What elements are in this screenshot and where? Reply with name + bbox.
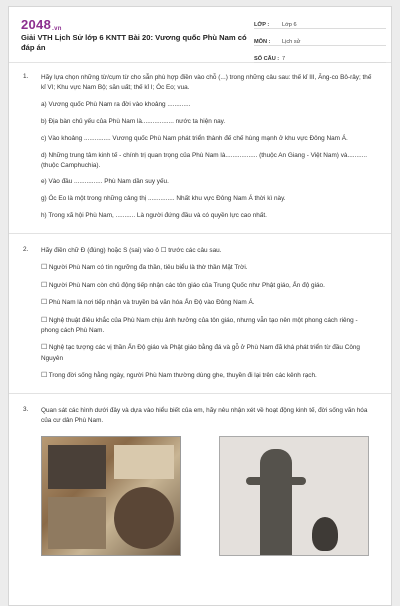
question-text: Hãy lựa chọn những từ/cụm từ cho sẵn phù hợp điền vào chỗ (...) trong những câu sau: thế kỉ III, Ăng-co Bô-rây; thế kỉ VI; Khu vực Nam Bộ; săn uất; thế kỉ I; Óc Eo; vua. — [41, 74, 372, 91]
question-1 — [9, 73, 392, 221]
checkbox[interactable]: ☐ — [41, 344, 48, 352]
checkbox[interactable]: ☐ — [41, 316, 48, 324]
statement-text: Người Phù Nam có tín ngưỡng đa thần, tiêu biểu là thờ thần Mặt Trời. — [48, 264, 248, 272]
true-false-item — [41, 263, 377, 274]
question-number: 2. — [23, 246, 29, 254]
meta-key: SỐ CÂU : — [254, 56, 280, 62]
document-content — [9, 73, 392, 556]
fill-item: g) Óc Eo là một trong những cảng thị ............... Nhất khu vực Đông Nam Á thời kì này. — [41, 195, 286, 203]
image-panel — [114, 487, 174, 549]
image-panel — [48, 497, 106, 549]
question-3 — [9, 406, 392, 556]
fill-item: a) Vương quốc Phù Nam ra đời vào khoảng ............. — [41, 100, 191, 108]
question-divider — [9, 393, 392, 394]
fill-item: c) Vào khoảng ............... Vương quốc Phù Nam phát triển thành đế chế hùng mạnh ở khu vực Đông Nam Á. — [41, 134, 348, 142]
statement-text: Phù Nam là nơi tiếp nhận và truyền bá văn hóa Ấn Độ vào Đông Nam Á. — [48, 299, 255, 307]
true-false-item — [41, 281, 377, 292]
question-divider — [9, 233, 392, 234]
fill-item: d) Những trung tâm kinh tế - chính trị quan trọng của Phù Nam là.................. (thuộc An Giang - Việt Nam) và........... (thuộc Camphuchia). — [41, 151, 367, 169]
checkbox[interactable]: ☐ — [41, 281, 48, 289]
true-false-item — [41, 343, 377, 363]
statue-figure — [260, 449, 292, 556]
logo-text: 2048 — [21, 17, 52, 32]
checkbox[interactable]: ☐ — [41, 264, 48, 272]
question-number: 3. — [23, 406, 29, 414]
meta-key: LỚP : — [254, 22, 270, 28]
true-false-item — [41, 298, 377, 309]
question-text: Quan sát các hình dưới đây và dựa vào hiểu biết của em, hãy nêu nhận xét về hoạt động kinh tế, đời sống văn hóa của cư dân Phù Nam. — [41, 407, 368, 425]
question-number: 1. — [23, 73, 29, 80]
meta-value: 7 — [282, 56, 286, 62]
statement-text: Nghệ thuật điêu khắc của Phù Nam chịu ảnh hưởng của tôn giáo, nhưng vẫn tạo nên một phong cách riêng - phong cách Phù Nam. — [41, 316, 358, 335]
meta-table — [254, 15, 386, 66]
statue-head — [312, 517, 338, 551]
document-header — [9, 7, 391, 63]
fill-item: e) Vào đầu ................ Phù Nam dần suy yếu. — [41, 178, 169, 186]
question-2 — [9, 246, 392, 381]
statement-text: Nghệ tạc tượng các vị thần Ấn Độ giáo và Phật giáo bằng đá và gỗ ở Phù Nam đã khá phát triển từ đầu Công Nguyên — [41, 344, 360, 362]
statement-text: Người Phù Nam còn chủ động tiếp nhận các tôn giáo của Trung Quốc như Phật giáo, Ấn độ giáo. — [48, 281, 325, 289]
checkbox[interactable]: ☐ — [41, 371, 48, 379]
logo-suffix: .vn — [52, 26, 62, 32]
document-page — [8, 6, 392, 606]
true-false-item — [41, 316, 377, 336]
true-false-item — [41, 371, 377, 382]
fill-item: h) Trong xã hội Phù Nam, ........... Là người đứng đầu và có quyền lực cao nhất. — [41, 212, 267, 220]
fill-item: b) Địa bàn chủ yếu của Phù Nam là.................. nước ta hiện nay. — [41, 117, 226, 125]
meta-value: Lớp 6 — [282, 22, 297, 28]
meta-row-count — [254, 49, 386, 63]
artifact-collage-image — [41, 436, 181, 556]
meta-row-subject — [254, 32, 386, 46]
statue-image — [219, 436, 369, 556]
image-panel — [114, 445, 174, 479]
checkbox[interactable]: ☐ — [41, 299, 48, 307]
document-title: Giải VTH Lịch Sử lớp 6 KNTT Bài 20: Vương quốc Phù Nam có đáp án — [21, 33, 247, 53]
meta-value: Lịch sử — [282, 39, 301, 45]
meta-key: MÔN : — [254, 39, 271, 45]
site-logo[interactable] — [21, 17, 62, 32]
statement-text: Trong đời sống hằng ngày, người Phù Nam thường dùng ghe, thuyền đi lại trên các kênh rạch. — [48, 371, 317, 379]
image-panel — [48, 445, 106, 489]
question-images — [41, 436, 377, 556]
question-text: Hãy điền chữ Đ (đúng) hoặc S (sai) vào ô ☐ trước các câu sau. — [41, 247, 222, 255]
meta-row-class — [254, 15, 386, 29]
